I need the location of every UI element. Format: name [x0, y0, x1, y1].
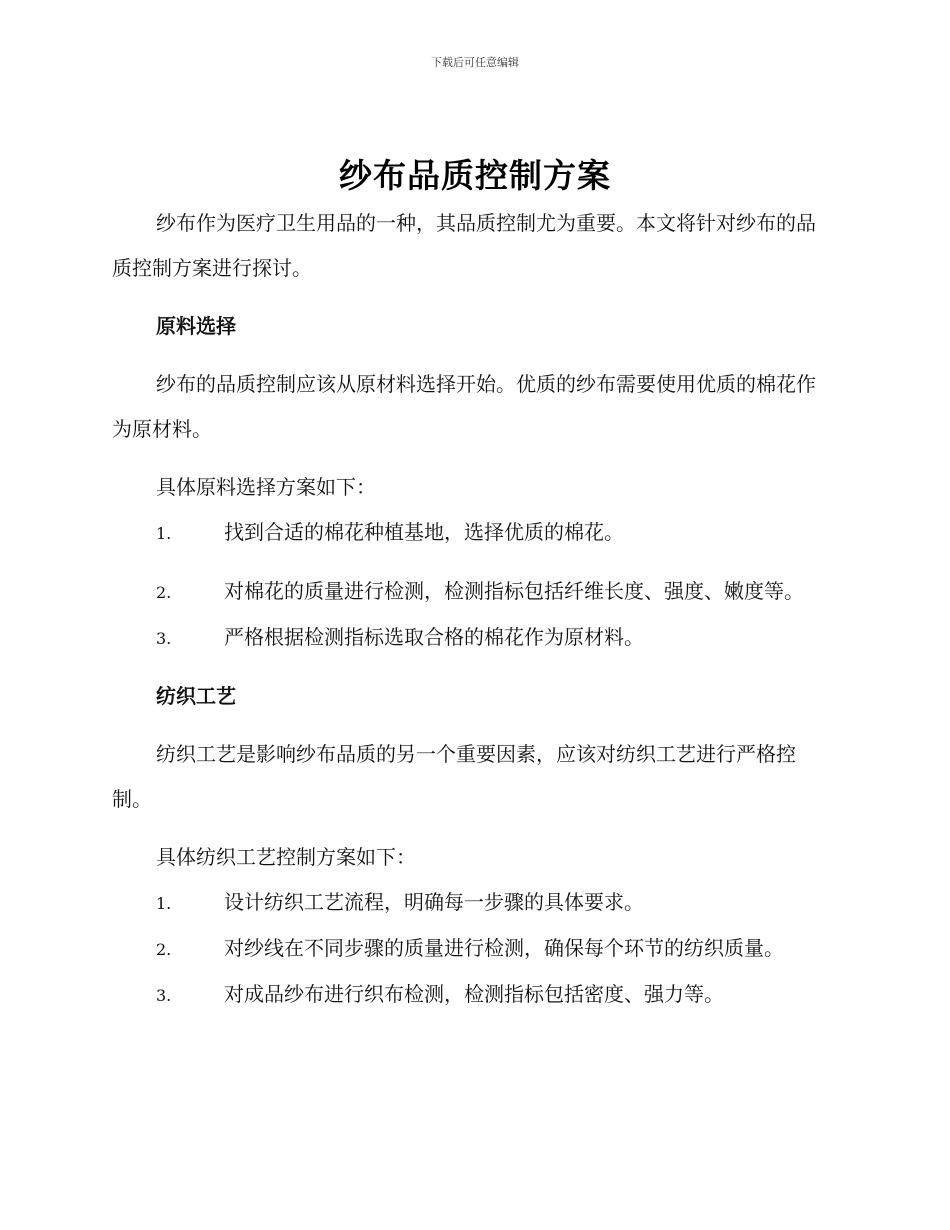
- list-item-number: 1.: [156, 524, 172, 543]
- list-item-number: 2.: [156, 583, 172, 602]
- list-item-number: 2.: [156, 940, 172, 959]
- list-item: [112, 569, 832, 615]
- section-paragraph: 纱布的品质控制应该从原材料选择开始。优质的纱布需要使用优质的棉花作为原材料。: [112, 372, 816, 441]
- document-title: 纱布品质控制方案: [339, 156, 611, 195]
- list-item-text: 找到合适的棉花种植基地，选择优质的棉花。: [224, 520, 624, 544]
- section-heading: 原料选择: [156, 314, 236, 338]
- list-item: [112, 926, 832, 972]
- list-item: [112, 615, 832, 661]
- intro-paragraph: 纱布作为医疗卫生用品的一种，其品质控制尤为重要。本文将针对纱布的品质控制方案进行探讨。: [112, 211, 816, 280]
- list-intro: 具体纺织工艺控制方案如下：: [156, 845, 416, 869]
- list-item-text: 对成品纱布进行织布检测，检测指标包括密度、强力等。: [224, 982, 724, 1006]
- list-item: [112, 880, 832, 926]
- list-item: [112, 972, 832, 1018]
- list-item-text: 对棉花的质量进行检测，检测指标包括纤维长度、强度、嫩度等。: [224, 579, 804, 603]
- list-item-text: 对纱线在不同步骤的质量进行检测，确保每个环节的纺织质量。: [224, 936, 784, 960]
- list-item: [112, 510, 832, 556]
- list-item-number: 3.: [156, 986, 172, 1005]
- list-intro: 具体原料选择方案如下：: [156, 475, 376, 499]
- header-note: 下载后可任意编辑: [431, 56, 519, 69]
- document-body: [112, 201, 832, 1018]
- list-item-number: 3.: [156, 629, 172, 648]
- section-paragraph: 纺织工艺是影响纱布品质的另一个重要因素，应该对纺织工艺进行严格控制。: [112, 742, 796, 811]
- list-item-text: 严格根据检测指标选取合格的棉花作为原材料。: [224, 625, 644, 649]
- list-item-number: 1.: [156, 894, 172, 913]
- list-item-text: 设计纺织工艺流程，明确每一步骤的具体要求。: [224, 890, 644, 914]
- section-heading: 纺织工艺: [156, 684, 236, 708]
